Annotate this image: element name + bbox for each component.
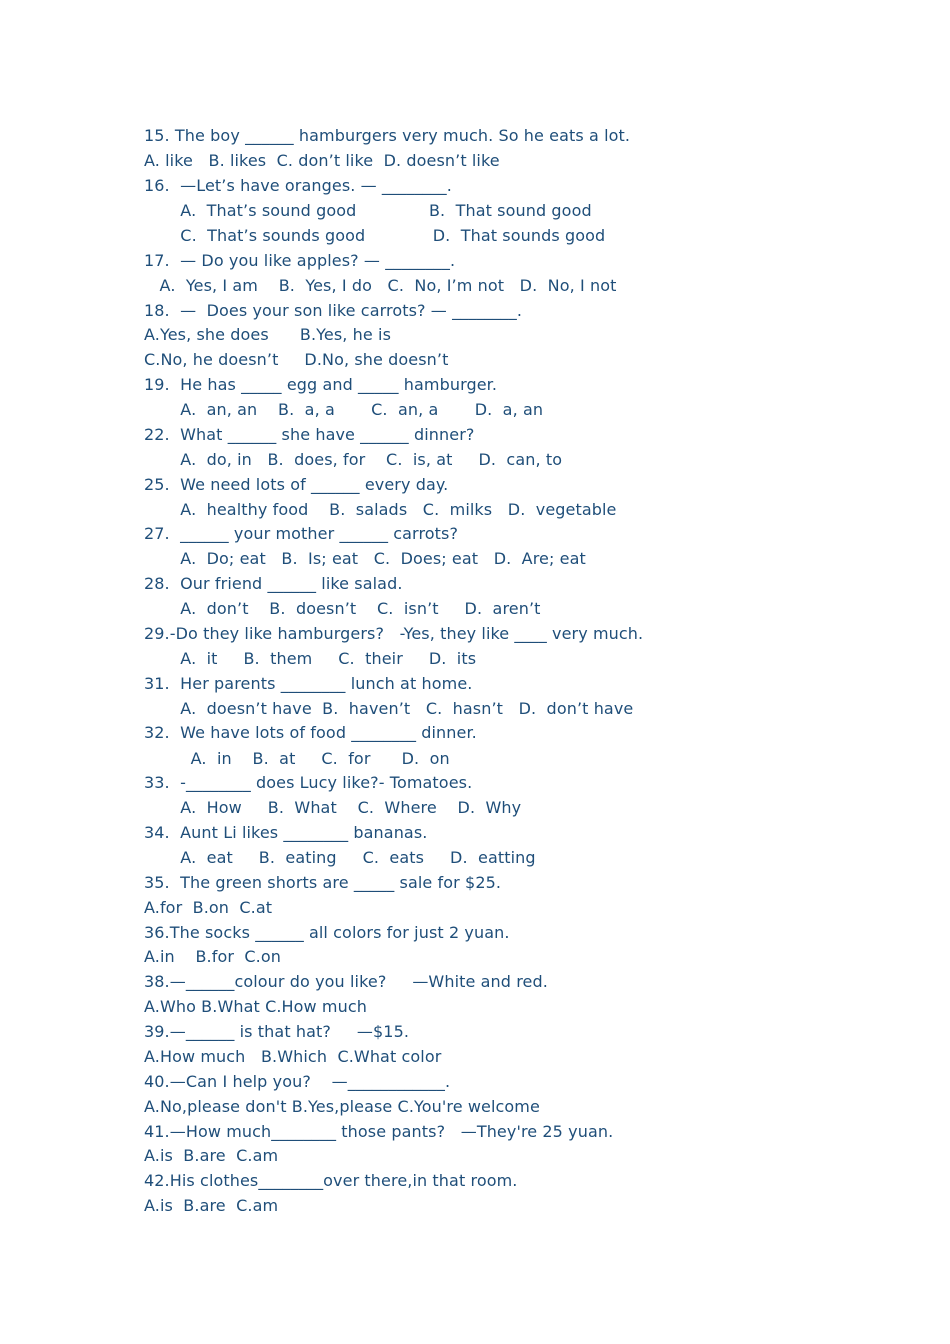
question-31: 31. Her parents ________ lunch at home. bbox=[144, 674, 473, 693]
options-40: A.No,please don't B.Yes,please C.You're welcome bbox=[144, 1097, 540, 1116]
options-22: A. do, in B. does, for C. is, at D. can, to bbox=[144, 450, 563, 469]
options-31: A. doesn’t have B. haven’t C. hasn’t D. don’t have bbox=[144, 699, 634, 718]
options-16-row-2: C. That’s sounds good D. That sounds good bbox=[144, 226, 606, 245]
options-25: A. healthy food B. salads C. milks D. vegetable bbox=[144, 500, 617, 519]
options-28: A. don’t B. doesn’t C. isn’t D. aren’t bbox=[144, 599, 541, 618]
options-27: A. Do; eat B. Is; eat C. Does; eat D. Are; eat bbox=[144, 549, 586, 568]
question-17: 17. — Do you like apples? — ________. bbox=[144, 251, 456, 270]
options-29: A. it B. them C. their D. its bbox=[144, 649, 477, 668]
question-35: 35. The green shorts are _____ sale for $25. bbox=[144, 873, 502, 892]
options-16-row-1: A. That’s sound good B. That sound good bbox=[144, 201, 592, 220]
options-39: A.How much B.Which C.What color bbox=[144, 1047, 442, 1066]
question-34: 34. Aunt Li likes ________ bananas. bbox=[144, 823, 428, 842]
options-34: A. eat B. eating C. eats D. eatting bbox=[144, 848, 536, 867]
question-29: 29.-Do they like hamburgers? -Yes, they like ____ very much. bbox=[144, 624, 644, 643]
options-32: A. in B. at C. for D. on bbox=[144, 749, 450, 768]
options-17: A. Yes, I am B. Yes, I do C. No, I’m not D. No, I not bbox=[144, 276, 617, 295]
question-41: 41.—How much________ those pants? —They're 25 yuan. bbox=[144, 1122, 614, 1141]
question-27: 27. ______ your mother ______ carrots? bbox=[144, 524, 459, 543]
question-39: 39.—______ is that hat? —$15. bbox=[144, 1022, 410, 1041]
question-32: 32. We have lots of food ________ dinner. bbox=[144, 723, 477, 742]
question-28: 28. Our friend ______ like salad. bbox=[144, 574, 403, 593]
question-36: 36.The socks ______ all colors for just 2 yuan. bbox=[144, 923, 510, 942]
options-18-row-2: C.No, he doesn’t D.No, she doesn’t bbox=[144, 350, 449, 369]
question-16: 16. —Let’s have oranges. — ________. bbox=[144, 176, 452, 195]
question-19: 19. He has _____ egg and _____ hamburger. bbox=[144, 375, 498, 394]
options-33: A. How B. What C. Where D. Why bbox=[144, 798, 522, 817]
question-15: 15. The boy ______ hamburgers very much. So he eats a lot. bbox=[144, 126, 631, 145]
question-18: 18. — Does your son like carrots? — ________. bbox=[144, 301, 523, 320]
options-42: A.is B.are C.am bbox=[144, 1196, 279, 1215]
question-22: 22. What ______ she have ______ dinner? bbox=[144, 425, 475, 444]
options-19: A. an, an B. a, a C. an, a D. a, an bbox=[144, 400, 544, 419]
options-41: A.is B.are C.am bbox=[144, 1146, 279, 1165]
options-18-row-1: A.Yes, she does B.Yes, he is bbox=[144, 325, 392, 344]
question-42: 42.His clothes________over there,in that room. bbox=[144, 1171, 518, 1190]
question-38: 38.—______colour do you like? —White and red. bbox=[144, 972, 548, 991]
question-33: 33. -________ does Lucy like?- Tomatoes. bbox=[144, 773, 473, 792]
options-38: A.Who B.What C.How much bbox=[144, 997, 367, 1016]
options-36: A.in B.for C.on bbox=[144, 947, 282, 966]
options-35: A.for B.on C.at bbox=[144, 898, 273, 917]
options-15: A. like B. likes C. don’t like D. doesn’t like bbox=[144, 151, 500, 170]
question-25: 25. We need lots of ______ every day. bbox=[144, 475, 449, 494]
question-40: 40.—Can I help you? —____________. bbox=[144, 1072, 451, 1091]
